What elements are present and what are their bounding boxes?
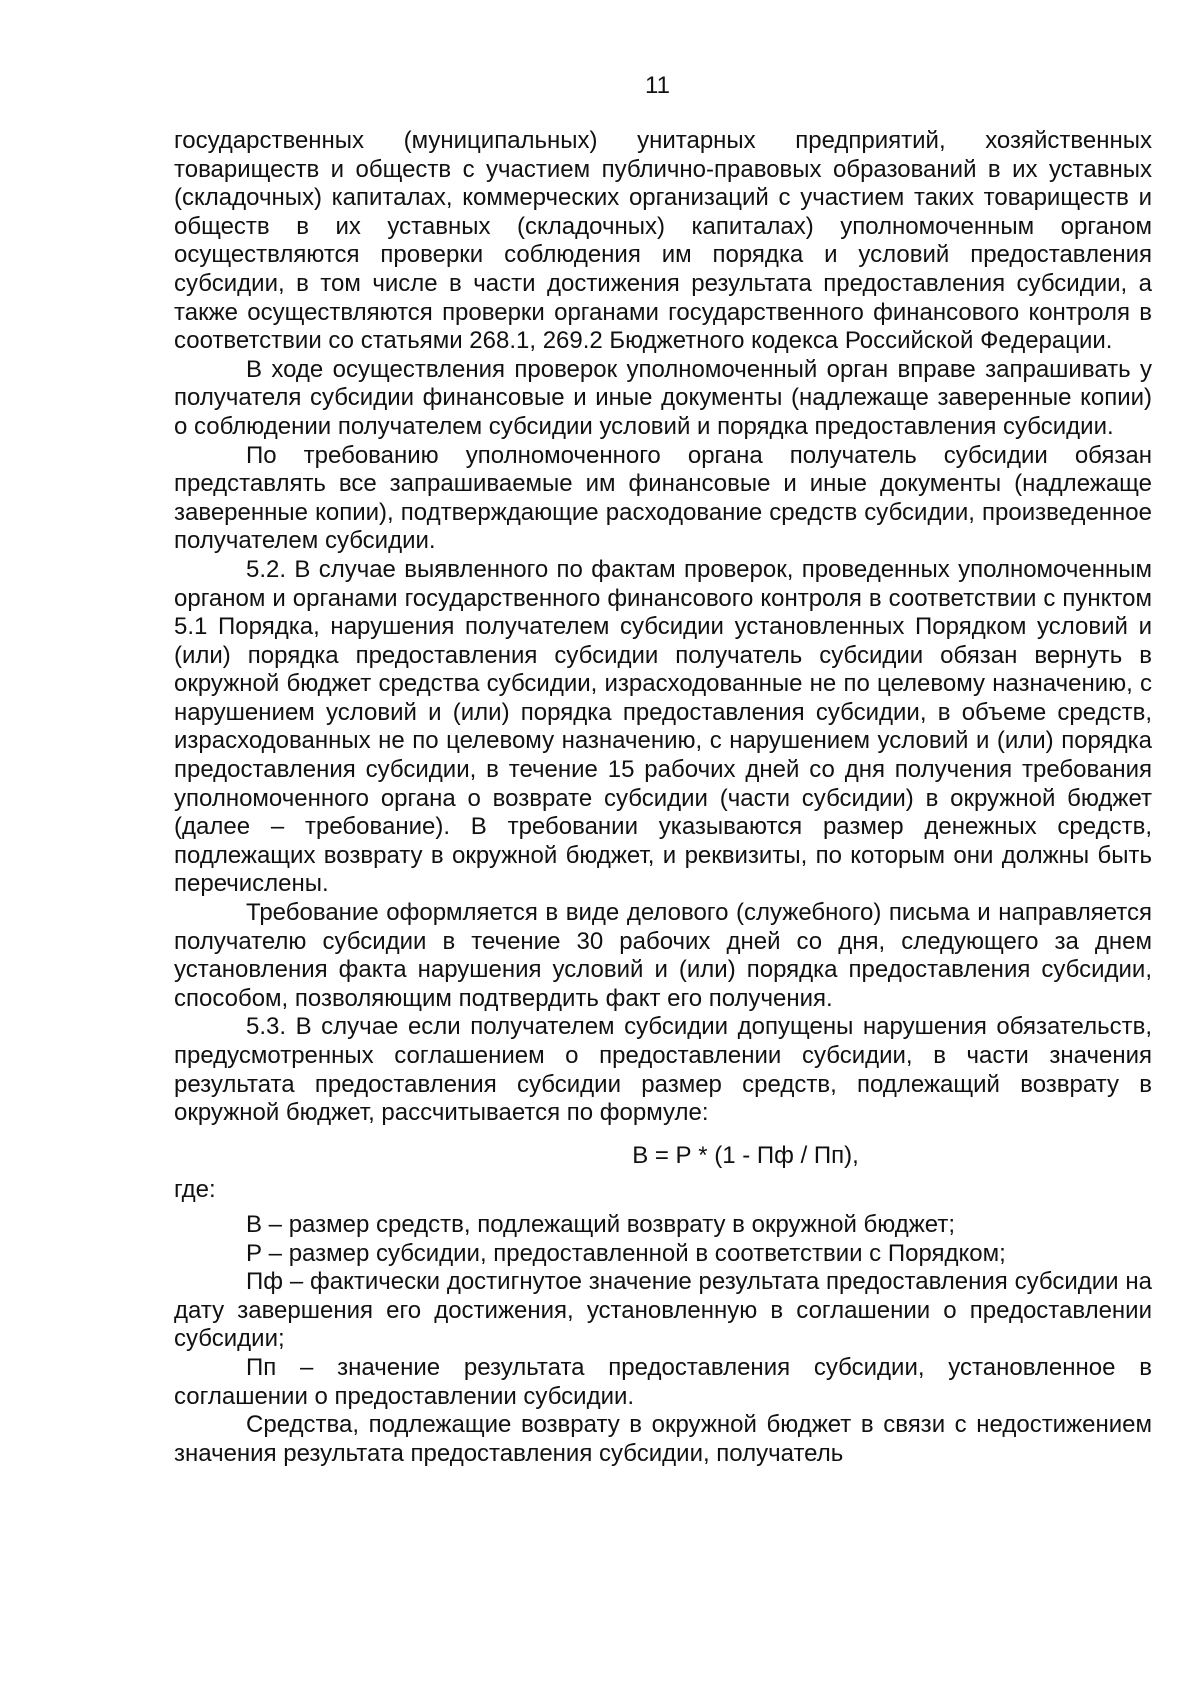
- definition-pp: Пп – значение результата предоставления субсидии, установленное в соглашении о предоставлении субсидии.: [174, 1353, 1152, 1410]
- definition-pf: Пф – фактически достигнутое значение результата предоставления субсидии на дату завершения его достижения, установленную в соглашении о предоставлении субсидии;: [174, 1268, 1152, 1353]
- formula: В = Р * (1 - Пф / Пп),: [632, 1141, 859, 1169]
- paragraph-inspection-rights: В ходе осуществления проверок уполномоченный орган вправе запрашивать у получателя субсидии финансовые и иные документы (надлежаще заверенные копии) о соблюдении получателем субсидии условий и порядка предоставления субсидии.: [174, 355, 1152, 440]
- paragraph-requirement-form: Требование оформляется в виде делового (служебного) письма и направляется получателю субсидии в течение 30 рабочих дней со дня, следующего за днем установления факта нарушения условий и (или) порядка предоставления субсидии, способом, позволяющим подтвердить факт его получения.: [174, 899, 1152, 1012]
- paragraph-continuation: государственных (муниципальных) унитарных предприятий, хозяйственных товариществ и обществ с участием публично-правовых образований в их уставных (складочных) капиталах, коммерческих организаций с участием таких товариществ и обществ в их уставных (складочных) капиталах) уполномоченным органом осуществляются проверки соблюдения им порядка и условий предоставления субсидии, в том числе в части достижения результата предоставления субсидии, а также осуществляются проверки органами государственного финансового контроля в соответствии со статьями 268.1, 269.2 Бюджетного кодекса Российской Федерации.: [174, 127, 1152, 355]
- where-label: где:: [174, 1176, 216, 1204]
- definition-r: Р – размер субсидии, предоставленной в соответствии с Порядком;: [246, 1239, 1006, 1267]
- paragraph-5-2: 5.2. В случае выявленного по фактам проверок, проведенных уполномоченным органом и органами государственного финансового контроля в соответствии с пунктом 5.1 Порядка, нарушения получателем субсидии установленных Порядком условий и (или) порядка предоставления субсидии получатель субсидии обязан вернуть в окружной бюджет средства субсидии, израсходованные не по целевому назначению, с нарушением условий и (или) порядка предоставления субсидии, в объеме средств, израсходованных не по целевому назначению, с нарушением условий и (или) порядка предоставления субсидии, в течение 15 рабочих дней со дня получения требования уполномоченного органа о возврате субсидии (части субсидии) в окружной бюджет (далее – требование). В требовании указываются размер денежных средств, подлежащих возврату в окружной бюджет, и реквизиты, по которым они должны быть перечислены.: [174, 555, 1152, 898]
- paragraph-closing: Средства, подлежащие возврату в окружной бюджет в связи с недостижением значения результата предоставления субсидии, получатель: [174, 1411, 1152, 1467]
- page-number: 11: [645, 72, 670, 99]
- document-body: [174, 127, 1152, 1468]
- paragraph-5-3: 5.3. В случае если получателем субсидии допущены нарушения обязательств, предусмотренных соглашением о предоставлении субсидии, в части значения результата предоставления субсидии размер средств, подлежащий возврату в окружной бюджет, рассчитывается по формуле:: [174, 1013, 1152, 1127]
- definition-v: В – размер средств, подлежащий возврату в окружной бюджет;: [246, 1210, 956, 1238]
- paragraph-document-request: По требованию уполномоченного органа получатель субсидии обязан представлять все запрашиваемые им финансовые и иные документы (надлежаще заверенные копии), подтверждающие расходование средств субсидии, произведенное получателем субсидии.: [174, 441, 1152, 555]
